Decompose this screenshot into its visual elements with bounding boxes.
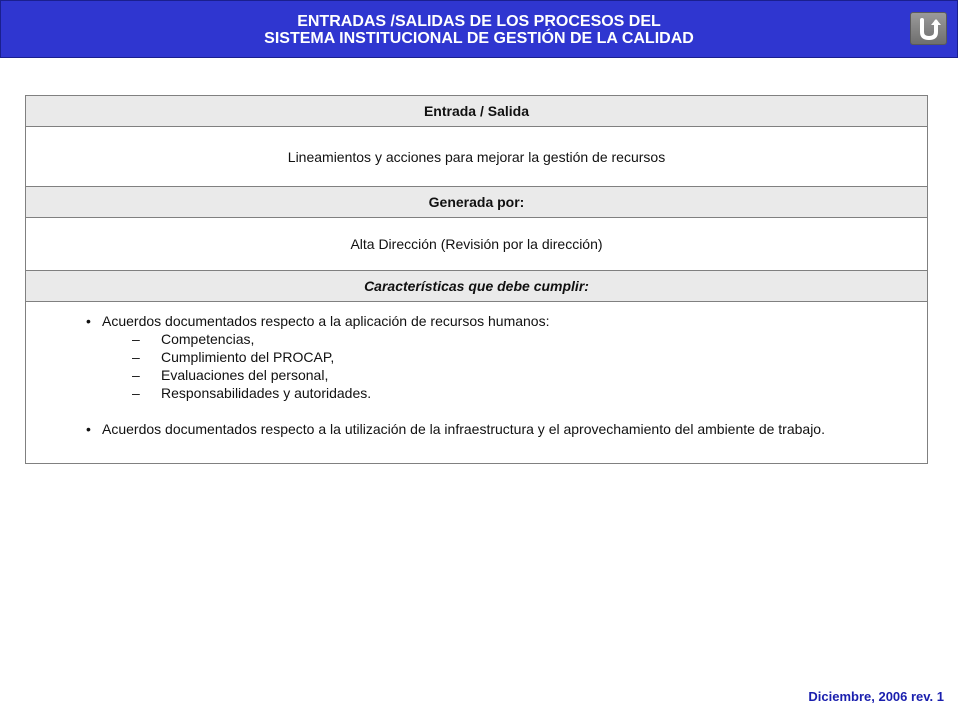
- entrada-salida-value: [26, 127, 927, 187]
- title-line-1: ENTRADAS /SALIDAS DE LOS PROCESOS DEL: [297, 13, 661, 30]
- list-item-text: Acuerdos documentados respecto a la utilización de la infraestructura y el aprovechamiento del ambiente de trabajo.: [102, 421, 825, 437]
- generada-por-value-text: Alta Dirección (Revisión por la dirección): [350, 236, 603, 252]
- generada-por-header-text: Generada por:: [428, 194, 525, 210]
- bullet-symbol: •: [86, 313, 91, 329]
- sub-list-item-text: Responsabilidades y autoridades.: [161, 385, 372, 401]
- sub-list-item-text: Competencias,: [161, 331, 255, 347]
- sub-list-item-text: Cumplimiento del PROCAP,: [161, 349, 335, 365]
- list-item-text: Acuerdos documentados respecto a la aplicación de recursos humanos:: [102, 313, 550, 329]
- dash-symbol: –: [132, 385, 140, 401]
- io-table: [25, 95, 928, 464]
- list-item: [86, 312, 907, 330]
- dash-symbol: –: [132, 367, 140, 383]
- bullet-symbol: •: [86, 421, 91, 437]
- caracteristicas-header-text: Características que debe cumplir:: [364, 278, 589, 294]
- title-line-2: SISTEMA INSTITUCIONAL DE GESTIÓN DE LA CALIDAD: [264, 30, 694, 47]
- return-arrow-icon: [915, 16, 943, 42]
- list-spacer: [86, 402, 907, 420]
- entrada-salida-header: [26, 96, 927, 127]
- sub-list-item: [86, 366, 907, 384]
- caracteristicas-header: [26, 271, 927, 302]
- footer-date: Diciembre, 2006 rev. 1: [808, 689, 944, 704]
- sub-list-item: [86, 330, 907, 348]
- generada-por-header: [26, 187, 927, 218]
- back-button[interactable]: [910, 12, 947, 45]
- generada-por-value: [26, 218, 927, 271]
- caracteristicas-list: [26, 302, 927, 463]
- entrada-salida-value-text: Lineamientos y acciones para mejorar la gestión de recursos: [287, 148, 666, 165]
- sub-list-item: [86, 348, 907, 366]
- title-banner: [0, 0, 958, 58]
- list-item: [86, 420, 907, 438]
- dash-symbol: –: [132, 331, 140, 347]
- dash-symbol: –: [132, 349, 140, 365]
- entrada-salida-header-text: Entrada / Salida: [423, 103, 530, 119]
- sub-list-item: [86, 384, 907, 402]
- sub-list-item-text: Evaluaciones del personal,: [161, 367, 329, 383]
